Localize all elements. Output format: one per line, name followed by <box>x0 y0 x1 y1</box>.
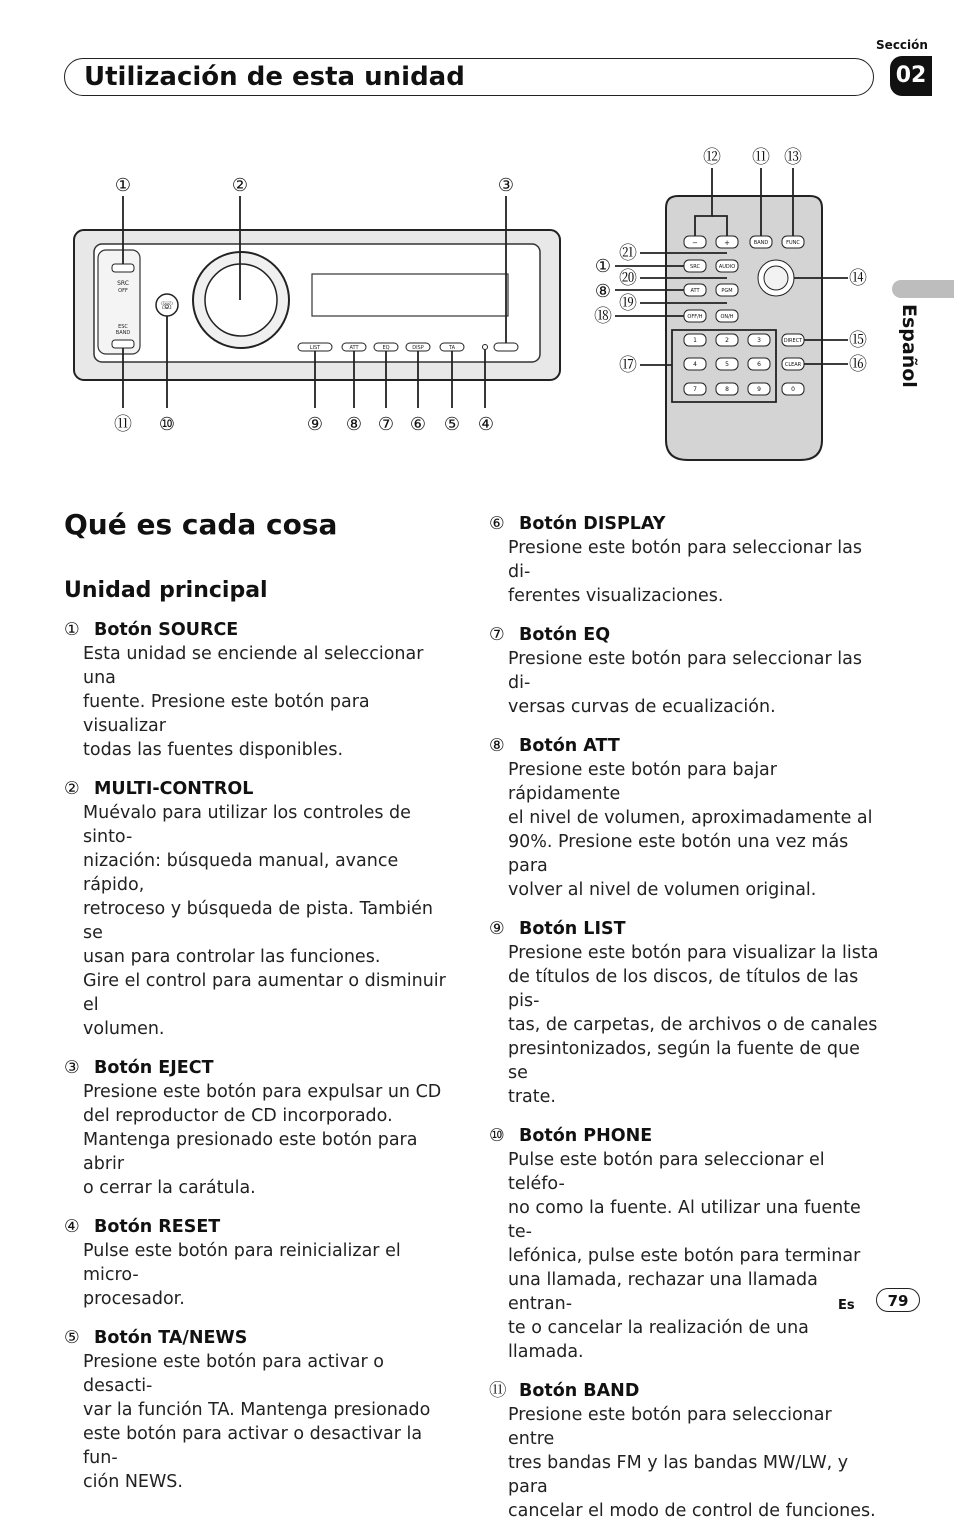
remote-key-7: 7 <box>693 386 697 393</box>
remote-callout-8: ⑧ <box>594 281 612 302</box>
item-title: MULTI-CONTROL <box>94 779 254 799</box>
callout-11: ⑪ <box>114 414 132 435</box>
remote-key-3: 3 <box>757 337 761 344</box>
item-title: Botón BAND <box>519 1381 640 1401</box>
page-number: 79 <box>876 1288 920 1312</box>
callout-7: ⑦ <box>377 414 395 435</box>
remote-key-4: 4 <box>693 361 697 368</box>
page-heading: Qué es cada cosa <box>64 508 338 541</box>
item-heading <box>489 917 879 941</box>
item-title: Botón EQ <box>519 625 611 645</box>
item-title: Botón SOURCE <box>94 620 239 640</box>
language-tab <box>892 280 954 298</box>
item-number: ⑪ <box>489 1381 507 1401</box>
remote-key-6: 6 <box>757 361 761 368</box>
description-item <box>64 1056 454 1200</box>
item-title: Botón EJECT <box>94 1058 214 1078</box>
remote-src-label: SRC <box>690 264 700 270</box>
att-key-label: ATT <box>349 345 359 351</box>
item-heading <box>64 1215 454 1239</box>
description-item <box>489 623 879 719</box>
src-key-label: SRC <box>117 280 129 287</box>
item-text: Presione este botón para bajar rápidamente el nivel de volumen, aproximadamente al 90%. Presione este botón una vez más para volver al nivel de volumen original. <box>508 760 873 900</box>
description-item <box>64 777 454 1041</box>
remote-plus-icon: + <box>724 239 730 247</box>
callout-10: ⑩ <box>158 414 176 435</box>
description-item <box>64 1326 454 1494</box>
item-number: ⑦ <box>489 625 505 645</box>
item-text: Esta unidad se enciende al seleccionar una fuente. Presione este botón para visualizar todas las fuentes disponibles. <box>83 644 424 760</box>
callout-4: ④ <box>477 414 495 435</box>
section-number-badge: 02 <box>890 56 932 96</box>
item-text: Muévalo para utilizar los controles de sinto- nización: búsqueda manual, avance rápido, retroceso y búsqueda de pista. También se usan para controlar las funciones. Gire el control para aumentar o disminuir el volumen. <box>83 803 446 1039</box>
item-title: Botón TA/NEWS <box>94 1328 248 1348</box>
remote-key-8: 8 <box>725 386 729 393</box>
remote-band-label: BAND <box>753 240 769 246</box>
callout-9: ⑨ <box>306 414 324 435</box>
remote-key-9: 9 <box>757 386 761 393</box>
remote-callout-20: ⑳ <box>619 268 637 289</box>
item-text: Presione este botón para activar o desacti- var la función TA. Mantenga presionado este botón para activar o desactivar la fun- ción NEWS. <box>83 1352 431 1492</box>
item-number: ⑨ <box>489 919 505 939</box>
remote-key-2: 2 <box>725 337 729 344</box>
off-key-label: OFF <box>118 288 128 294</box>
remote-callout-11: ⑪ <box>752 147 770 168</box>
esc-key-label: ESC <box>118 324 128 330</box>
band-key-label: BAND <box>115 330 131 336</box>
section-label: Sección <box>876 38 928 52</box>
footer-lang-code: Es <box>838 1298 855 1313</box>
remote-key-0: 0 <box>791 386 795 393</box>
remote-minus-icon: − <box>692 239 698 247</box>
item-text: Presione este botón para visualizar la lista de títulos de los discos, de títulos de las pis- tas, de carpetas, de archivos o de canales presintonizados, según la fuente de que se trate. <box>508 943 879 1107</box>
item-title: Botón LIST <box>519 919 626 939</box>
item-text: Presione este botón para seleccionar las di- versas curvas de ecualización. <box>508 649 862 717</box>
item-heading <box>489 1124 879 1148</box>
subheading: Unidad principal <box>64 578 268 603</box>
item-text: Pulse este botón para reinicializar el micro- procesador. <box>83 1241 401 1309</box>
description-item <box>64 1215 454 1311</box>
disp-key-label: DISP <box>412 345 424 351</box>
item-heading <box>64 618 454 642</box>
item-number: ⑤ <box>64 1328 80 1348</box>
remote-callout-13: ⑬ <box>784 147 802 168</box>
remote-callout-16: ⑯ <box>849 354 867 375</box>
item-number: ④ <box>64 1217 80 1237</box>
item-number: ⑩ <box>489 1126 505 1146</box>
item-title: Botón PHONE <box>519 1126 653 1146</box>
remote-func-label: FUNC <box>786 240 800 246</box>
description-item <box>489 734 879 902</box>
callout-2: ② <box>231 175 249 196</box>
item-title: Botón DISPLAY <box>519 514 666 534</box>
list-key-label: LIST <box>309 345 321 351</box>
remote-direct-label: DIRECT <box>783 338 803 344</box>
eq-key-label: EQ <box>382 345 390 351</box>
item-number: ② <box>64 779 80 799</box>
remote-control-illustration <box>594 147 867 460</box>
remote-callout-18: ⑱ <box>594 306 612 327</box>
remote-key-1: 1 <box>693 337 697 344</box>
item-number: ⑧ <box>489 736 505 756</box>
item-number: ① <box>64 620 80 640</box>
description-item <box>489 1379 879 1523</box>
item-heading <box>489 512 879 536</box>
description-item <box>489 512 879 608</box>
item-text: Presione este botón para seleccionar las di- ferentes visualizaciones. <box>508 538 862 606</box>
ta-key-label: TA <box>448 345 456 351</box>
item-text: Pulse este botón para seleccionar el teléfo- no como la fuente. Al utilizar una fuente te- lefónica, pulse este botón para terminar una llamada, rechazar una llamada entran- te o cancelar la realización de una llamada. <box>508 1150 861 1362</box>
remote-key-5: 5 <box>725 361 729 368</box>
language-label: Español <box>898 304 920 388</box>
device-diagram <box>60 140 867 470</box>
remote-onh-label: ON/H <box>720 314 734 320</box>
callout-8: ⑧ <box>345 414 363 435</box>
item-number: ⑥ <box>489 514 505 534</box>
item-title: Botón ATT <box>519 736 620 756</box>
description-item <box>489 917 879 1109</box>
remote-pgm-label: PGM <box>721 288 733 294</box>
item-heading <box>489 1379 879 1403</box>
head-unit-illustration <box>74 230 560 380</box>
remote-callout-12: ⑫ <box>703 147 721 168</box>
item-text: Presione este botón para seleccionar entre tres bandas FM y las bandas MW/LW, y para cancelar el modo de control de funciones. <box>508 1405 876 1521</box>
callout-3: ③ <box>497 175 515 196</box>
item-heading <box>489 623 879 647</box>
item-title: Botón RESET <box>94 1217 221 1237</box>
remote-callout-14: ⑭ <box>849 268 867 289</box>
remote-att-label: ATT <box>690 288 700 294</box>
remote-clear-label: CLEAR <box>784 362 802 368</box>
item-heading <box>64 1056 454 1080</box>
description-item <box>64 618 454 762</box>
description-item <box>489 1124 879 1364</box>
item-heading <box>64 1326 454 1350</box>
item-number: ③ <box>64 1058 80 1078</box>
callout-6: ⑥ <box>409 414 427 435</box>
item-text: Presione este botón para expulsar un CD del reproductor de CD incorporado. Mantenga presionado este botón para abrir o cerrar la carátula. <box>83 1082 442 1198</box>
left-column <box>64 618 454 1509</box>
section-title: Utilización de esta unidad <box>84 62 465 92</box>
remote-callout-17: ⑰ <box>619 355 637 376</box>
remote-offh-label: OFF/H <box>687 314 703 320</box>
right-column <box>489 512 879 1538</box>
item-heading <box>489 734 879 758</box>
callout-5: ⑤ <box>443 414 461 435</box>
phone-icon: ☏ <box>160 299 174 312</box>
item-heading <box>64 777 454 801</box>
remote-callout-1: ① <box>594 256 612 277</box>
remote-callout-15: ⑮ <box>849 330 867 351</box>
remote-callout-19: ⑲ <box>619 293 637 314</box>
remote-callout-21: ㉑ <box>619 243 637 264</box>
remote-audio-label: AUDIO <box>718 264 736 270</box>
callout-1: ① <box>114 175 132 196</box>
